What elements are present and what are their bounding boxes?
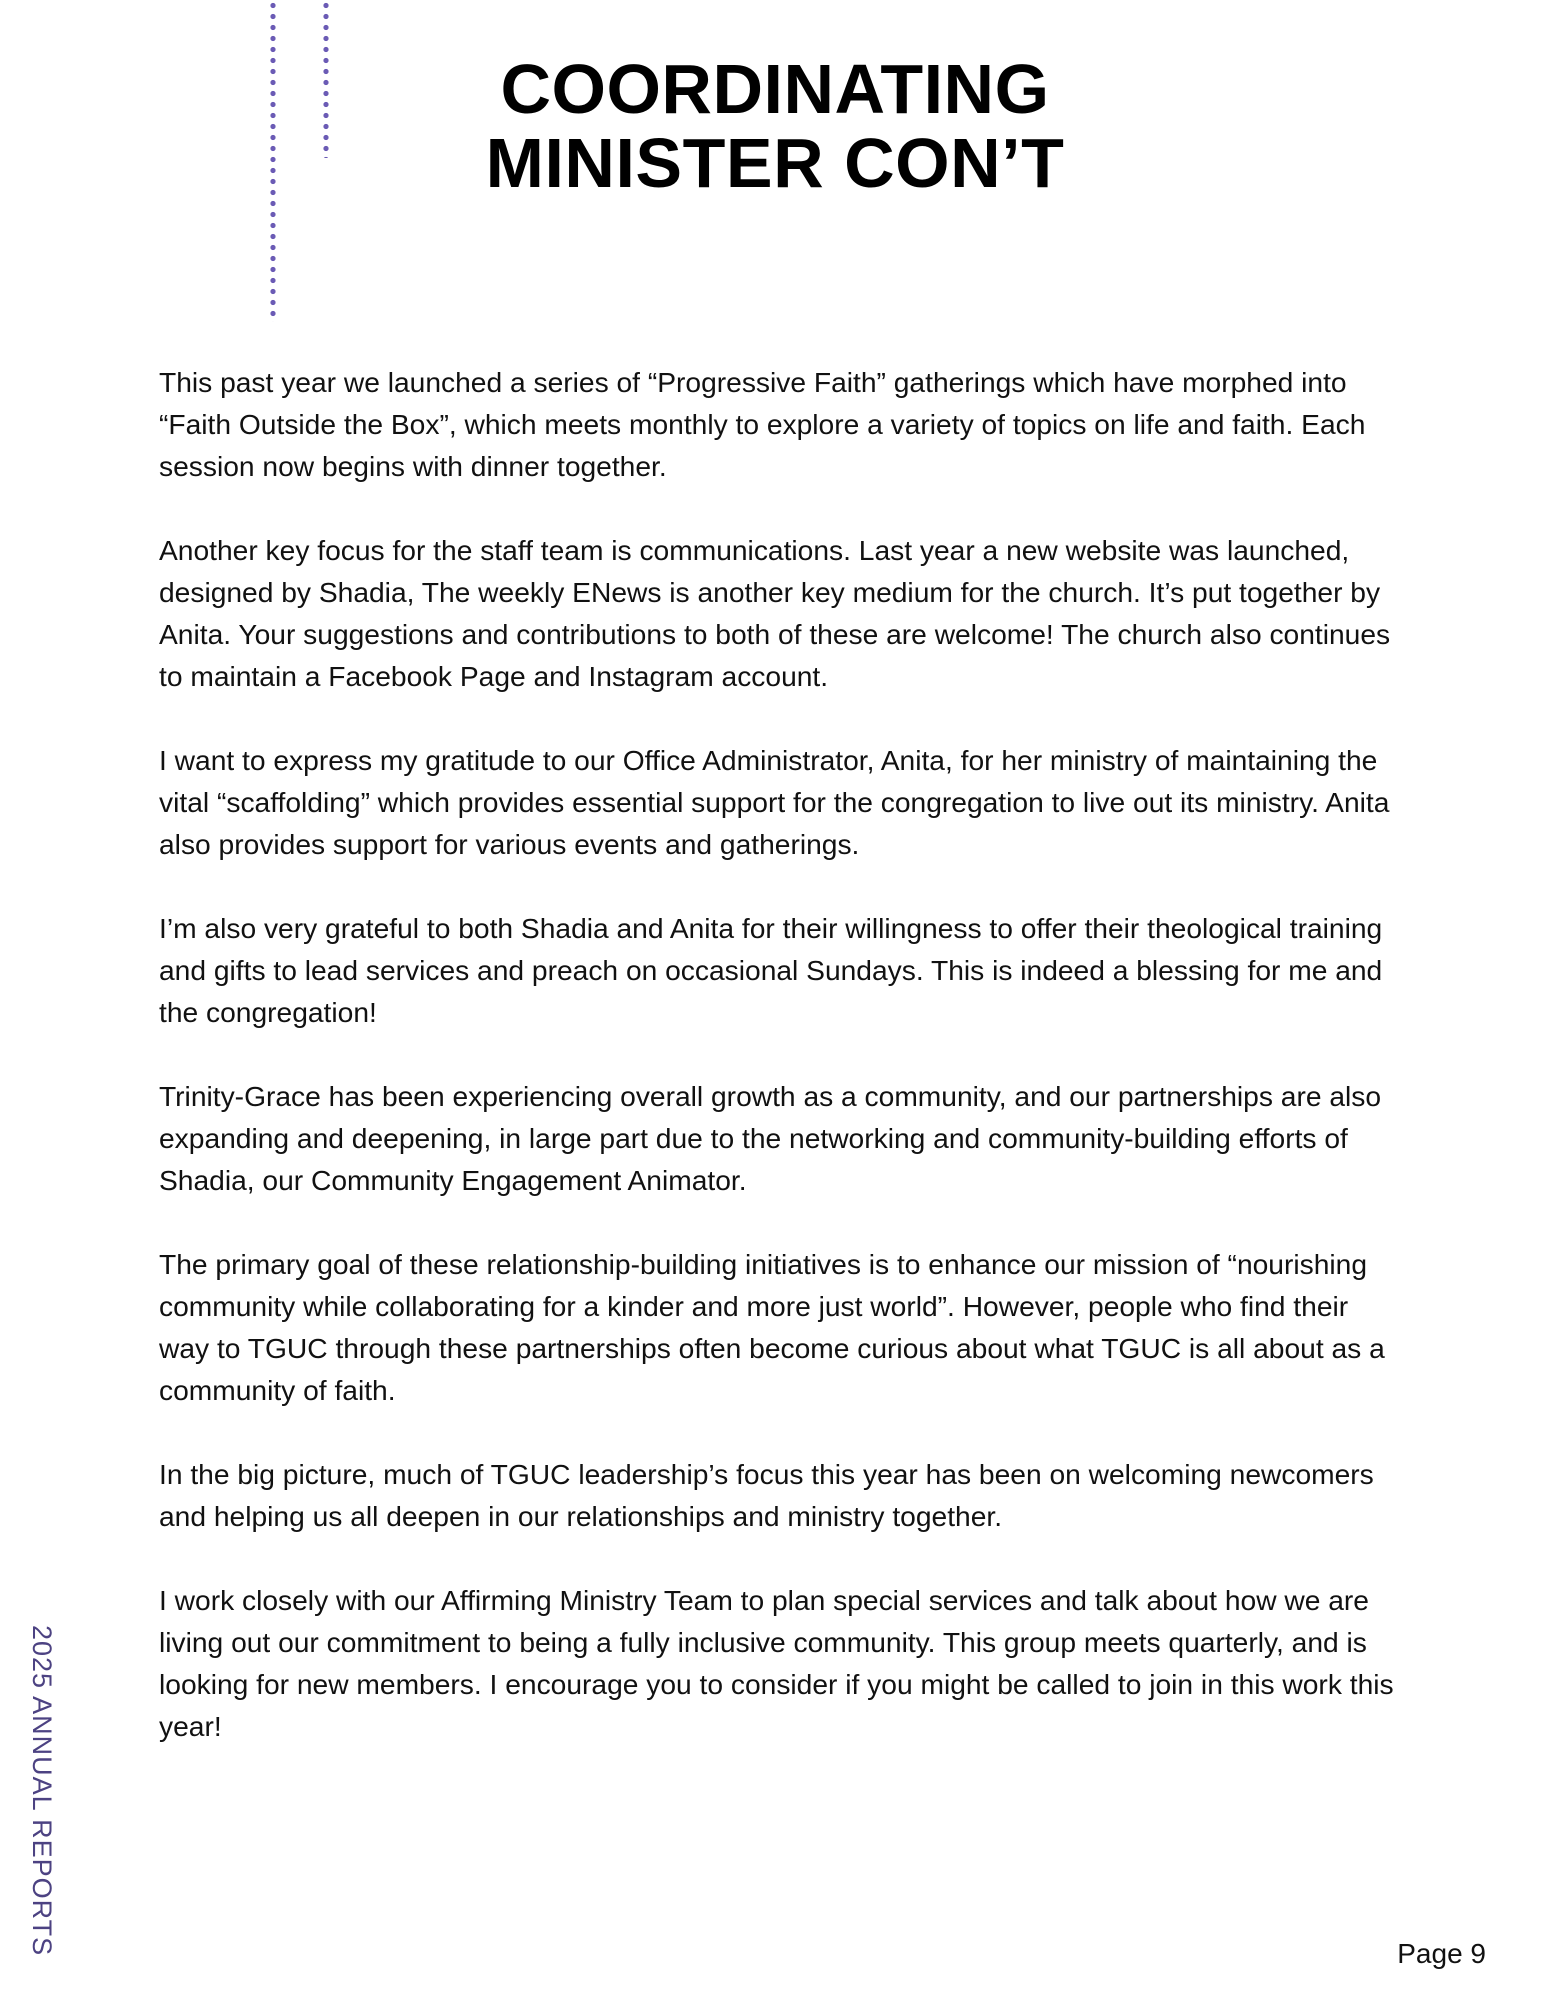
decorative-dotted-line-long	[270, 0, 276, 322]
paragraph-leadership-focus: In the big picture, much of TGUC leadership’s focus this year has been on welcoming newcomers and helping us all deepen in our relationships and ministry together.	[159, 1458, 1374, 1532]
report-body	[159, 361, 1399, 1789]
paragraph-mission-goal: The primary goal of these relationship-building initiatives is to enhance our mission of “nourishing community while collaborating for a kinder and more just world”. However, people who find their way to TGUC through these partnerships often become curious about what TGUC is all about as a community of faith.	[159, 1248, 1385, 1406]
page-title-line-1: COORDINATING	[500, 50, 1050, 128]
decorative-dotted-line-short	[323, 0, 329, 158]
side-label-annual-reports: 2025 ANNUAL REPORTS	[27, 1625, 57, 1957]
paragraph-office-administrator: I want to express my gratitude to our Office Administrator, Anita, for her ministry of maintaining the vital “scaffolding” which provides essential support for the congregation to live out its ministry. Anita also provides support for various events and gatherings.	[159, 744, 1390, 860]
page-title-line-2: MINISTER CON’T	[485, 124, 1065, 202]
paragraph-progressive-faith: This past year we launched a series of “Progressive Faith” gatherings which have morphed into “Faith Outside the Box”, which meets monthly to explore a variety of topics on life and faith. Each session now begins with dinner together.	[159, 366, 1366, 482]
paragraph-community-growth: Trinity-Grace has been experiencing overall growth as a community, and our partnerships are also expanding and deepening, in large part due to the networking and community-building efforts of Shadia, our Community Engagement Animator.	[159, 1080, 1382, 1196]
page-title	[400, 52, 1150, 200]
paragraph-communications: Another key focus for the staff team is communications. Last year a new website was launched, designed by Shadia, The weekly ENews is another key medium for the church. It’s put together by Anita. Your suggestions and contributions to both of these are welcome! The church also continues to maintain a Facebook Page and Instagram account.	[159, 534, 1391, 692]
paragraph-preaching-gratitude: I’m also very grateful to both Shadia and Anita for their willingness to offer their theological training and gifts to lead services and preach on occasional Sundays. This is indeed a blessing for me and the congregation!	[159, 912, 1383, 1028]
page-number: Page 9	[1397, 1938, 1486, 1969]
paragraph-affirming-ministry: I work closely with our Affirming Ministry Team to plan special services and talk about how we are living out our commitment to being a fully inclusive community. This group meets quarterly, and is looking for new members. I encourage you to consider if you might be called to join in this work this year!	[159, 1584, 1394, 1742]
